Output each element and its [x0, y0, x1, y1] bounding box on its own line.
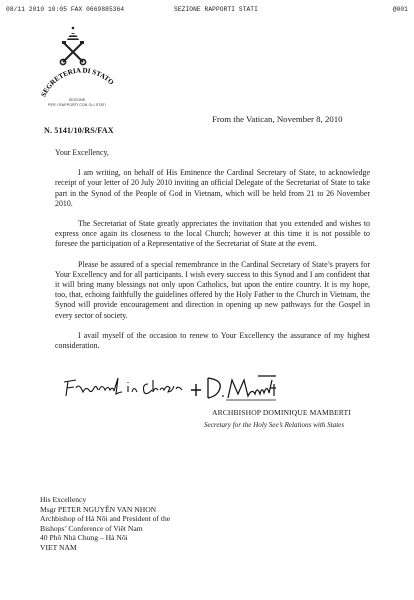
signatory-title: Secretary for the Holy See’s Relations with States — [204, 421, 345, 429]
address-line: VIET NAM — [40, 542, 77, 552]
address-line: 40 Phô Nhà Chung – Hà Nôi — [40, 533, 128, 543]
sezione-line2: PER I RAPPORTI CON GLI STATI — [48, 102, 106, 107]
paragraph-2: The Secretariat of State greatly appreciates the invitation that you extended and wishes to express once again its closeness to the local Church; however at this time it is not possible to foresee the participation of a Representative of the Secretariat of State at the event. — [55, 219, 370, 249]
address-line: Msgr PETER NGUYÊN VAN NHON — [40, 504, 157, 514]
paragraph-1: I am writing, on behalf of His Eminence the Cardinal Secretary of State, to acknowledge receipt of your letter of 20 July 2010 inviting an official Delegate of the Secretariat of State to take part in the Synod of the People of God in Vietnam, which will be held from 21 to 26 November 2010. — [55, 168, 370, 208]
address-line: His Excellency — [40, 495, 87, 504]
address-line: Archbishop of Hà Nôi and President of the — [40, 514, 171, 524]
sezione-subtitle — [46, 98, 108, 107]
place-date: From the Vatican, November 8, 2010 — [212, 114, 343, 124]
salutation: Your Excellency, — [55, 148, 109, 157]
letter-body — [55, 148, 370, 361]
seal-text: SEGRETERIA DI STATO — [39, 66, 116, 99]
svg-text:SEGRETERIA DI STATO — [40, 66, 116, 98]
paragraph-3: Please be assured of a special remembrance in the Cardinal Secretary of State’s prayers for Your Excellency and for all participants. I wish every success to this Synod and I am confident that it will bring many blessings not only upon Catholics, but upon the entire country. It is my hope, too, that, echoing faithfully the guidelines offered by the Holy Father to the Church in Vietnam, the Synod will provide encouragement and direction in opening up new pathways for the Gospel in every sector of society. — [55, 259, 370, 320]
protocol-number: N. 5141/10/RS/FAX — [44, 126, 114, 135]
handwritten-signature — [62, 374, 282, 404]
sezione-line1: SEZIONE — [68, 98, 86, 102]
fax-header-center: SEZIONE RAPPORTI STATI — [174, 6, 258, 13]
paragraph-4: I avail myself of the occasion to renew to Your Excellency the assurance of my highest consideration. — [55, 330, 370, 351]
fax-header-left: 08/11 2010 10:05 FAX 0669885364 — [6, 6, 125, 13]
recipient-address — [40, 495, 170, 553]
signatory-name: ARCHBISHOP DOMINIQUE MAMBERTI — [212, 408, 351, 417]
address-line: Bishops’ Conference of Viêt Nam — [40, 523, 143, 533]
fax-header-right: @001 — [392, 6, 408, 13]
